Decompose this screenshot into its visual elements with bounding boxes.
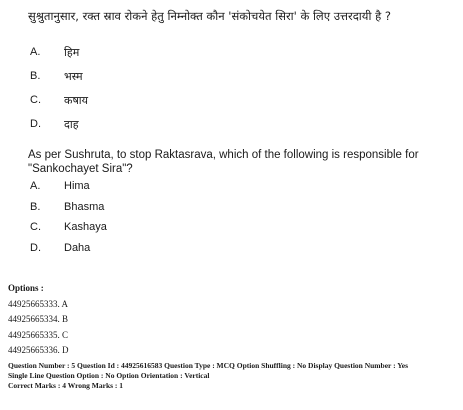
options-heading: Options : <box>8 283 44 293</box>
option-text: Bhasma <box>64 200 105 213</box>
option-letter: A. <box>30 180 41 193</box>
option-text: हिम <box>64 45 80 59</box>
option-letter: C. <box>30 221 41 234</box>
option-id-row: 44925665336. D <box>8 345 69 355</box>
options-list-hindi <box>30 40 330 136</box>
option-hindi-d <box>30 112 330 136</box>
option-text: भस्म <box>64 69 83 83</box>
option-id-row: 44925665335. C <box>8 329 69 340</box>
meta-line-question-info: Question Number : 5 Question Id : 44925616583 Question Type : MCQ Option Shuffling : No Display Question Number : Yes <box>8 361 409 370</box>
option-hindi-a <box>30 40 330 64</box>
option-english-a <box>30 176 330 197</box>
option-text: Daha <box>64 241 91 254</box>
option-text: दाह <box>64 117 79 131</box>
option-english-b <box>30 197 330 218</box>
option-letter: D. <box>30 241 41 254</box>
option-english-c <box>30 217 330 238</box>
option-id-row: 44925665334. B <box>8 314 69 324</box>
option-ids-section <box>8 281 448 359</box>
option-letter: C. <box>30 94 41 106</box>
option-hindi-b <box>30 64 330 88</box>
option-letter: A. <box>30 46 41 58</box>
option-letter: B. <box>30 200 41 213</box>
option-text: Hima <box>64 180 90 193</box>
option-id-row: 44925665333. A <box>8 298 69 309</box>
option-english-d <box>30 238 330 259</box>
option-letter: B. <box>30 70 41 82</box>
meta-line-orientation: Single Line Question Option : No Option Orientation : Vertical <box>8 371 210 380</box>
option-hindi-c <box>30 88 330 112</box>
question-text-english: As per Sushruta, to stop Raktasrava, which of the following is responsible for "Sankochayet Sira"? <box>28 149 419 175</box>
question-text-hindi: सुश्रुतानुसार, रक्त स्राव रोकने हेतु निम्नोक्त कौन 'संकोचयेत सिरा' के लिए उत्तरदायी है ? <box>28 9 391 23</box>
option-letter: D. <box>30 118 41 130</box>
meta-line-marks: Correct Marks : 4 Wrong Marks : 1 <box>8 381 124 390</box>
question-metadata <box>8 361 458 391</box>
option-text: Kashaya <box>64 221 107 234</box>
options-list-english <box>30 176 330 258</box>
option-text: कषाय <box>64 93 89 107</box>
